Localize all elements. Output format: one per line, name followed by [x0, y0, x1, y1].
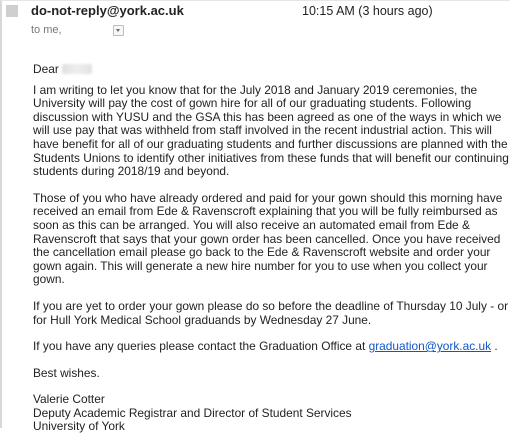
signature-title: Deputy Academic Registrar and Director of Student Services: [33, 405, 352, 420]
body-paragraph-3: If you are yet to order your gown please do so before the deadline of Thursday 10 July - or for Hull York Medical School graduands by Wednesday 27 June.: [33, 298, 509, 327]
recipient-comma: ,: [58, 24, 62, 37]
message-timestamp: 10:15 AM (3 hours ago): [302, 4, 433, 18]
greeting-line: [33, 63, 509, 77]
chevron-down-icon[interactable]: [113, 25, 124, 36]
body-paragraph-1: I am writing to let you know that for the July 2018 and January 2019 ceremonies, the University will pay the cost of gown hire for all of our graduating students. Following discussion with YUSU and the GSA this has been agreed as one of the ways in which we will use pay that was withheld from staff involved in the recent industrial action. This will have benefit for all of our graduating students and further discussions are planned with the Students Unions to identify other initiatives from these funds that will benefit our continuing students during 2018/19 and beyond.: [33, 82, 509, 179]
email-body: [33, 63, 509, 434]
signature-organization: University of York: [33, 419, 125, 434]
body-paragraph-4: [33, 340, 509, 354]
closing-line: Best wishes.: [33, 365, 100, 380]
avatar-icon: [6, 5, 18, 17]
contact-text: If you have any queries please contact the Graduation Office at: [33, 339, 369, 354]
recipient-text: to me: [31, 24, 59, 37]
recipient-label: [31, 24, 62, 36]
email-header: [2, 1, 510, 23]
sender-address[interactable]: do-not-reply@york.ac.uk: [31, 3, 184, 18]
redacted-name: [62, 64, 92, 74]
graduation-email-link[interactable]: graduation@york.ac.uk: [368, 339, 492, 354]
greeting-text: Dear: [33, 62, 59, 76]
signature-name: Valerie Cotter: [33, 392, 105, 407]
recipient-row: [31, 24, 62, 40]
contact-text-end: .: [491, 339, 498, 354]
body-paragraph-2: Those of you who have already ordered and paid for your gown should this morning have received an email from Ede & Ravenscroft explaining that you will be fully reimbursed as soon as this can be arranged. You will also receive an automated email from Ede & Ravenscroft that says that your gown order has been cancelled. Once you have received the cancellation email please go back to the Ede & Ravenscroft website and order your gown again. This will generate a new hire number for you to use when you collect your gown.: [33, 190, 503, 287]
